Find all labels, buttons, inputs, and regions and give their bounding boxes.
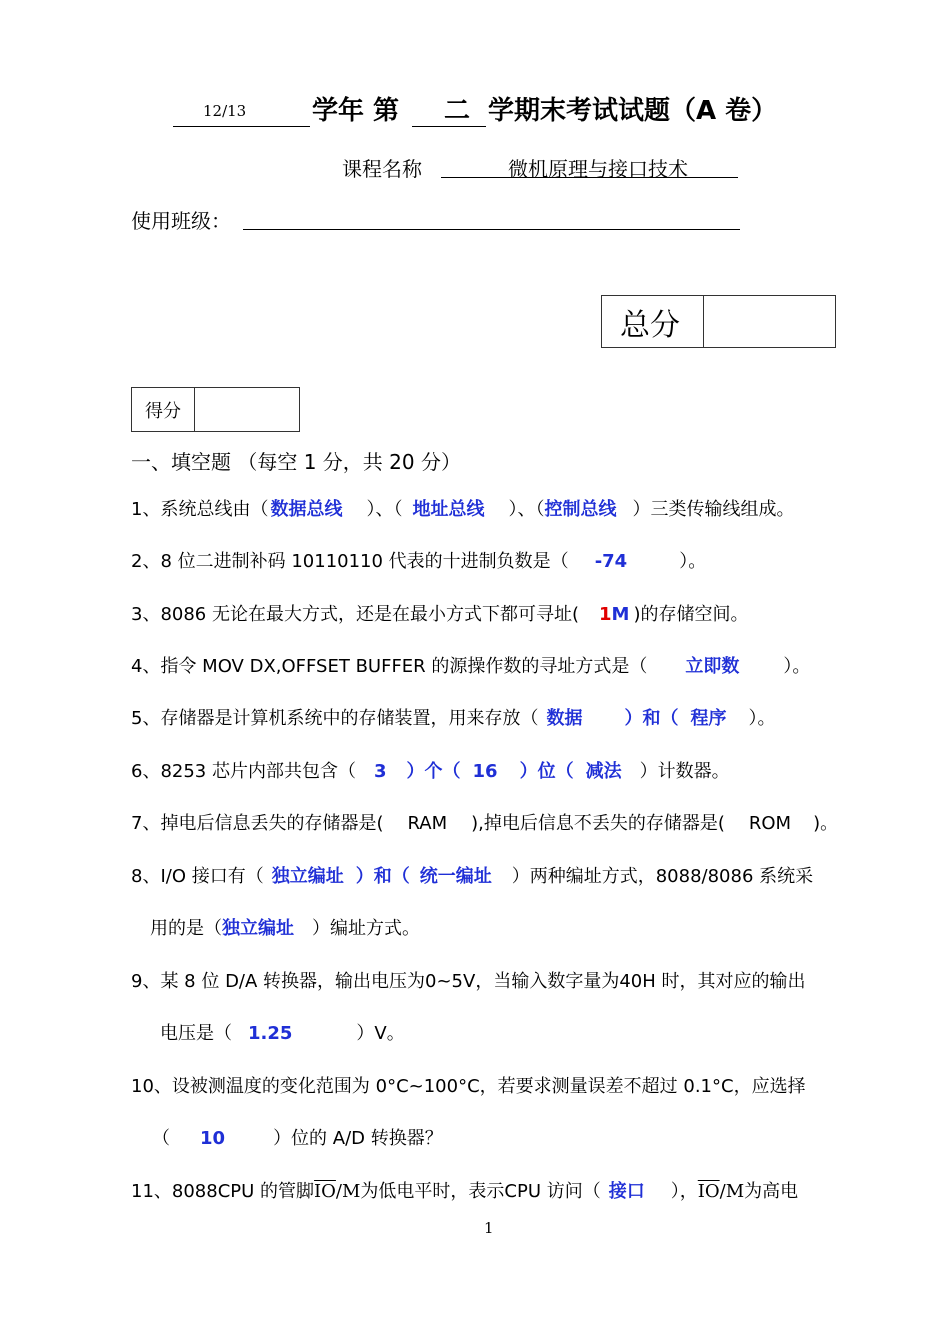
q10-text-2: （ [152, 1128, 170, 1149]
q11-text-4: 为高电 [744, 1181, 799, 1202]
question-8-line-1 [131, 866, 813, 888]
q5-text: 5、存储器是计算机系统中的存储装置，用来存放（ [131, 708, 539, 729]
q6-answer-3: 减法 [585, 761, 622, 782]
q1-answer-2: 地址总线 [412, 499, 485, 520]
q7-text-2: ),掉电后信息不丢失的存储器是( [471, 813, 725, 834]
question-2 [131, 551, 706, 573]
q7-text: 7、掉电后信息丢失的存储器是( [131, 813, 384, 834]
m-signal-2: /M [719, 1181, 745, 1202]
section-title: 一、填空题 （每空 1 分，共 20 分） [131, 450, 461, 474]
q6-text-3: ）位（ [519, 761, 574, 782]
q9-text: 9、某 8 位 D/A 转换器，输出电压为0~5V，当输入数字量为40H 时，其对应的输出 [131, 971, 806, 992]
q6-answer-1: 3 [373, 761, 387, 782]
q3-answer-digit: 1 [599, 604, 612, 625]
question-9-line-2 [160, 1023, 405, 1045]
course-underline [441, 177, 738, 178]
io-signal-bar: $\overline{IO}$ [314, 1181, 336, 1202]
title-part2: 学期末考试试题（A 卷） [488, 96, 778, 126]
q11-answer: 接口 [608, 1181, 645, 1202]
q5-text-3: ）。 [748, 708, 776, 729]
q11-text-3: ）， [670, 1181, 698, 1202]
io-m-signal [314, 1181, 360, 1202]
question-7 [131, 813, 838, 835]
question-1 [131, 499, 794, 521]
io-m-signal-2 [698, 1181, 744, 1202]
q3-text-2: )的存储空间。 [633, 604, 749, 625]
question-11 [131, 1181, 798, 1203]
q2-answer: -74 [594, 551, 628, 572]
total-score-value[interactable] [704, 296, 836, 348]
q3-answer-unit: M [611, 604, 630, 625]
question-10-line-1 [131, 1076, 806, 1098]
q8-answer-2: 统一编址 [419, 866, 492, 887]
section-score-box [131, 387, 300, 432]
q5-answer-1: 数据 [546, 708, 583, 729]
q1-text-4: ）三类传输线组成。 [632, 499, 795, 520]
q6-answer-2: 16 [472, 761, 498, 782]
q8-text-2: ）和（ [355, 866, 410, 887]
total-score-box [601, 295, 836, 348]
question-5 [131, 708, 775, 730]
question-8-line-2 [150, 918, 420, 940]
q2-text-2: ）。 [679, 551, 707, 572]
m-signal: /M [335, 1181, 361, 1202]
course-label: 课程名称 [342, 157, 422, 181]
q1-answer-3: 控制总线 [544, 499, 617, 520]
q4-text-2: ）。 [783, 656, 811, 677]
section-score-value[interactable] [195, 388, 300, 432]
q7-answer-1: RAM [407, 813, 448, 834]
q7-answer-2: ROM [748, 813, 792, 834]
q9-answer: 1.25 [248, 1023, 293, 1044]
question-3 [131, 604, 749, 626]
io-signal-bar-2: $\overline{IO}$ [697, 1181, 720, 1202]
q1-text-2: ）、（ [366, 499, 403, 520]
question-9-line-1 [131, 971, 806, 993]
q11-text: 11、8088CPU 的管脚 [131, 1181, 315, 1202]
question-10-line-2 [152, 1128, 443, 1150]
q6-text: 6、8253 芯片内部共包含（ [131, 761, 356, 782]
q8-answer-1: 独立编址 [271, 866, 344, 887]
class-label: 使用班级： [131, 209, 231, 233]
question-6 [131, 761, 730, 783]
q5-answer-2: 程序 [690, 708, 727, 729]
q8-answer-3: 独立编址 [222, 918, 294, 939]
course-name: 微机原理与接口技术 [508, 157, 688, 181]
q10-text: 10、设被测温度的变化范围为 0°C~100°C，若要求测量误差不超过 0.1°C，应选择 [131, 1076, 806, 1097]
term-underline [412, 126, 486, 127]
school-year: 12/13 [203, 102, 247, 120]
question-4 [131, 656, 810, 678]
q8-text-5: ）编址方式。 [312, 918, 420, 939]
q4-text: 4、指令 MOV DX,OFFSET BUFFER 的源操作数的寻址方式是（ [131, 656, 648, 677]
q11-text-2: 为低电平时，表示CPU 访问（ [360, 1181, 601, 1202]
q8-text-4: 用的是（ [150, 918, 222, 939]
section-score-label: 得分 [132, 388, 195, 432]
q1-text: 1、系统总线由（ [131, 499, 269, 520]
title-part1: 学年 第 [312, 96, 400, 126]
q4-answer: 立即数 [685, 656, 740, 677]
q9-text-3: ）V。 [356, 1023, 405, 1044]
q1-text-3: ）、（ [508, 499, 545, 520]
q1-answer-1: 数据总线 [270, 499, 343, 520]
page-number: 1 [484, 1219, 494, 1237]
q7-text-3: )。 [813, 813, 839, 834]
q8-text: 8、I/O 接口有（ [131, 866, 264, 887]
q10-text-3: ）位的 A/D 转换器？ [273, 1128, 443, 1149]
q6-text-4: ）计数器。 [639, 761, 730, 782]
q9-text-2: 电压是（ [160, 1023, 232, 1044]
q10-answer: 10 [200, 1128, 226, 1149]
q3-text: 3、8086 无论在最大方式，还是在最小方式下都可寻址( [131, 604, 580, 625]
class-underline[interactable] [243, 229, 740, 230]
q2-text: 2、8 位二进制补码 10110110 代表的十进制负数是（ [131, 551, 569, 572]
year-underline [173, 126, 310, 127]
term-number: 二 [444, 96, 471, 126]
q5-text-2: ）和（ [624, 708, 679, 729]
q6-text-2: ）个（ [406, 761, 461, 782]
total-score-label: 总分 [602, 296, 704, 348]
q8-text-3: ）两种编址方式，8088/8086 系统采 [511, 866, 814, 887]
